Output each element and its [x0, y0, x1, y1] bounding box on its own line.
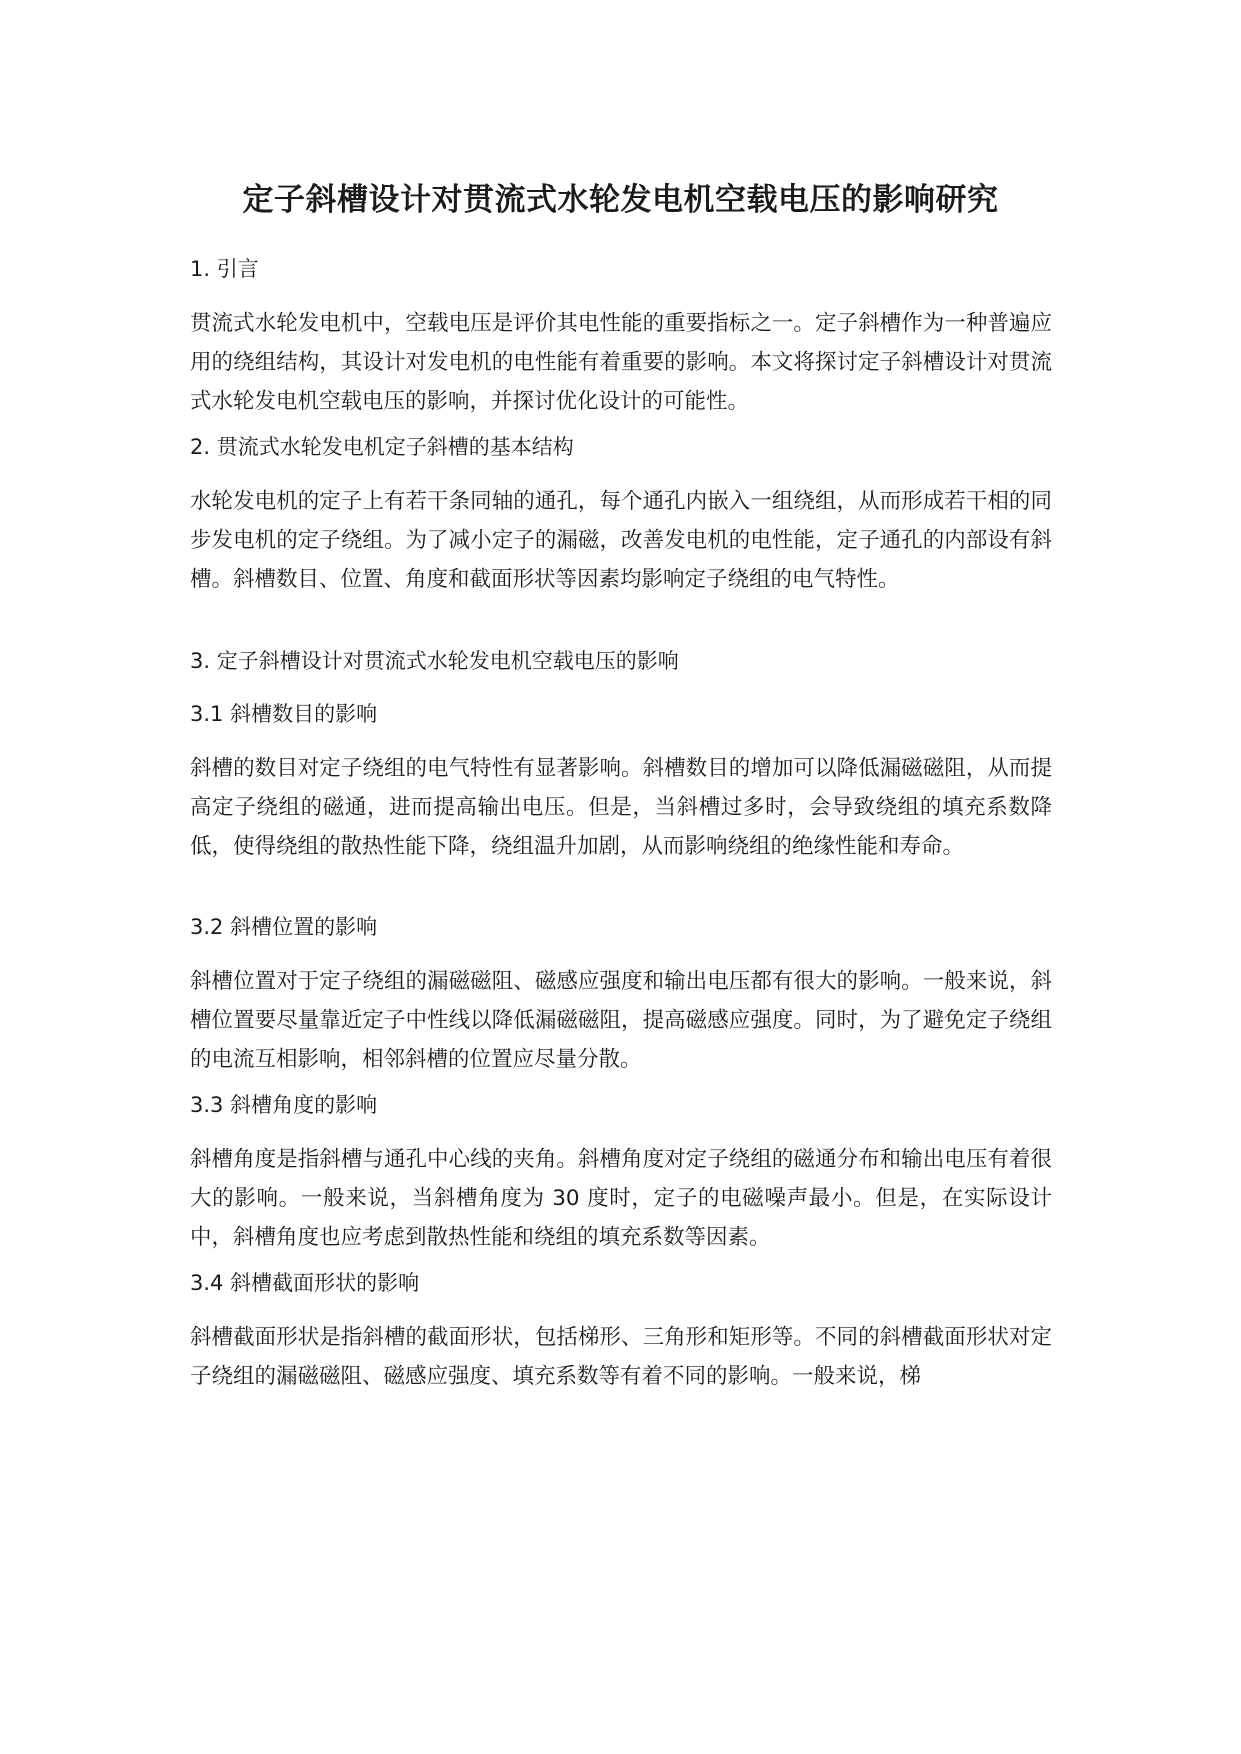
- paragraph-introduction: 贯流式水轮发电机中，空载电压是评价其电性能的重要指标之一。定子斜槽作为一种普遍应用的绕组结构，其设计对发电机的电性能有着重要的影响。本文将探讨定子斜槽设计对贯流式水轮发电机空载电压的影响，并探讨优化设计的可能性。: [190, 311, 1052, 414]
- subsection-heading-slot-shape: 3.4 斜槽截面形状的影响: [190, 1271, 420, 1295]
- section-heading-introduction: 1. 引言: [190, 257, 259, 281]
- paragraph-slot-shape: 斜槽截面形状是指斜槽的截面形状，包括梯形、三角形和矩形等。不同的斜槽截面形状对定子绕组的漏磁磁阻、磁感应强度、填充系数等有着不同的影响。一般来说，梯: [190, 1325, 1052, 1389]
- paragraph-basic-structure: 水轮发电机的定子上有若干条同轴的通孔，每个通孔内嵌入一组绕组，从而形成若干相的同步发电机的定子绕组。为了减小定子的漏磁，改善发电机的电性能，定子通孔的内部设有斜槽。斜槽数目、位置、角度和截面形状等因素均影响定子绕组的电气特性。: [190, 489, 1052, 592]
- paragraph-slot-position: 斜槽位置对于定子绕组的漏磁磁阻、磁感应强度和输出电压都有很大的影响。一般来说，斜槽位置要尽量靠近定子中性线以降低漏磁磁阻，提高磁感应强度。同时，为了避免定子绕组的电流互相影响，相邻斜槽的位置应尽量分散。: [190, 969, 1052, 1072]
- subsection-heading-slot-angle: 3.3 斜槽角度的影响: [190, 1093, 378, 1117]
- subsection-heading-slot-position: 3.2 斜槽位置的影响: [190, 915, 378, 939]
- subsection-heading-slot-count: 3.1 斜槽数目的影响: [190, 702, 378, 726]
- section-heading-basic-structure: 2. 贯流式水轮发电机定子斜槽的基本结构: [190, 435, 574, 459]
- paragraph-slot-count: 斜槽的数目对定子绕组的电气特性有显著影响。斜槽数目的增加可以降低漏磁磁阻，从而提高定子绕组的磁通，进而提高输出电压。但是，当斜槽过多时，会导致绕组的填充系数降低，使得绕组的散热性能下降，绕组温升加剧，从而影响绕组的绝缘性能和寿命。: [190, 756, 1052, 859]
- paragraph-slot-angle: 斜槽角度是指斜槽与通孔中心线的夹角。斜槽角度对定子绕组的磁通分布和输出电压有着很大的影响。一般来说，当斜槽角度为 30 度时，定子的电磁噪声最小。但是，在实际设计中，斜槽角度也应考虑到散热性能和绕组的填充系数等因素。: [190, 1147, 1052, 1250]
- document-title: 定子斜槽设计对贯流式水轮发电机空载电压的影响研究: [242, 182, 999, 218]
- section-heading-influence: 3. 定子斜槽设计对贯流式水轮发电机空载电压的影响: [190, 649, 679, 673]
